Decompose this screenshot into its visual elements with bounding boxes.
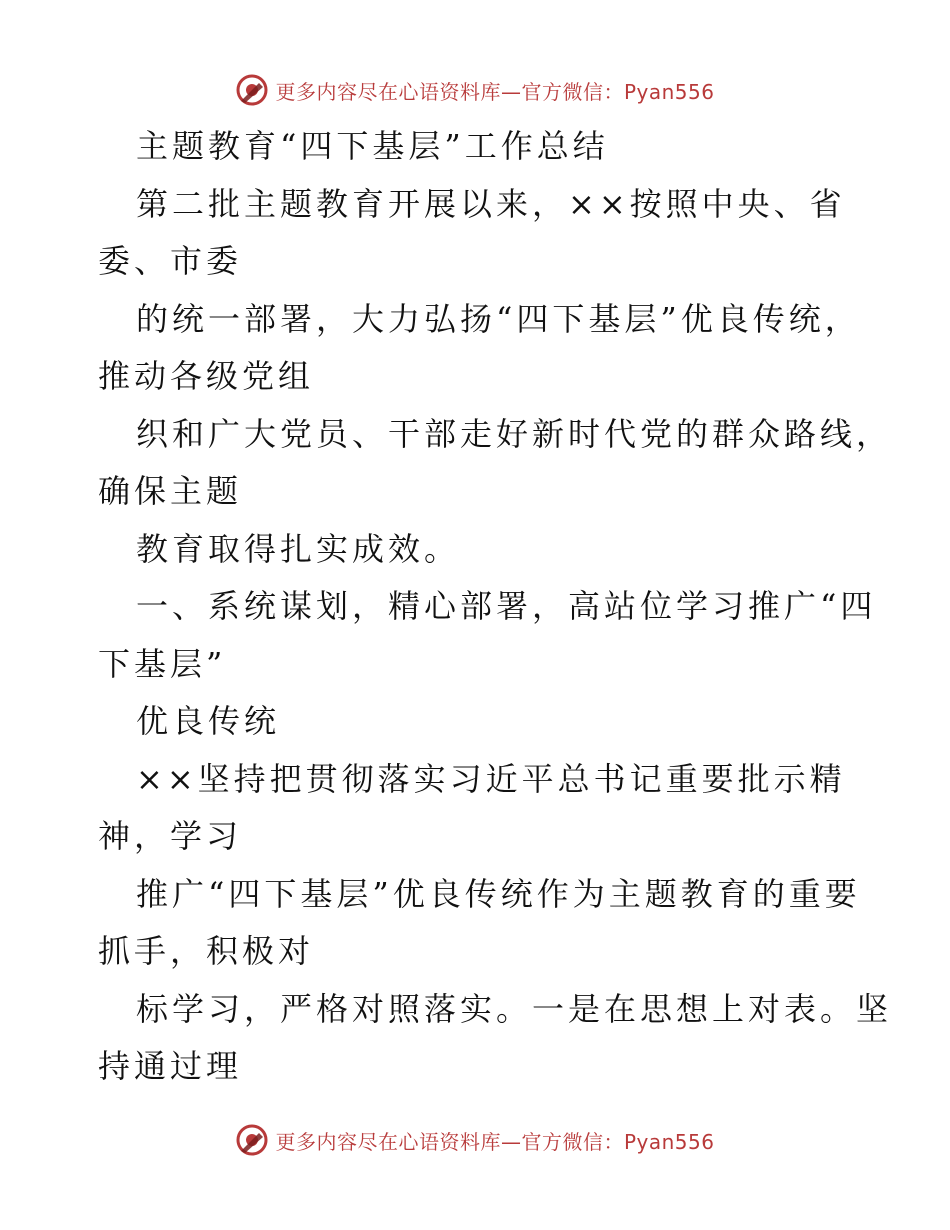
paragraph-line: 第二批主题教育开展以来，××按照中央、省	[136, 184, 846, 223]
paragraph-line: 的统一部署，大力弘扬“四下基层”优良传统，	[136, 299, 861, 338]
watermark-footer	[0, 1120, 950, 1160]
paragraph-line: 教育取得扎实成效。	[136, 529, 461, 568]
section-heading-continued: 优良传统	[136, 702, 281, 740]
pen-logo-icon	[235, 73, 269, 107]
paragraph-line: 标学习，严格对照落实。一是在思想上对表。坚	[136, 989, 893, 1028]
document-body	[98, 118, 893, 1096]
paragraph-line: 委、市委	[98, 242, 243, 280]
doc-title: 主题教育“四下基层”工作总结	[136, 127, 609, 165]
paragraph-line: 确保主题	[98, 472, 243, 510]
paragraph-line: 抓手，积极对	[98, 932, 315, 970]
paragraph-line: 神，学习	[98, 817, 243, 855]
paragraph-line: 织和广大党员、干部走好新时代党的群众路线，	[136, 414, 893, 453]
paragraph-line: 持通过理	[98, 1047, 243, 1085]
paragraph-line: ××坚持把贯彻落实习近平总书记重要批示精	[136, 759, 846, 798]
section-heading: 一、系统谋划，精心部署，高站位学习推广“四	[136, 587, 877, 625]
watermark-header	[0, 70, 950, 110]
paragraph-line: 推广“四下基层”优良传统作为主题教育的重要	[136, 874, 861, 913]
section-heading-continued: 下基层”	[98, 644, 227, 683]
pen-logo-icon	[235, 1123, 269, 1157]
paragraph-line: 推动各级党组	[98, 357, 315, 395]
watermark-text: 更多内容尽在心语资料库—官方微信：Pyan556	[275, 1129, 715, 1154]
watermark-text: 更多内容尽在心语资料库—官方微信：Pyan556	[275, 79, 715, 104]
